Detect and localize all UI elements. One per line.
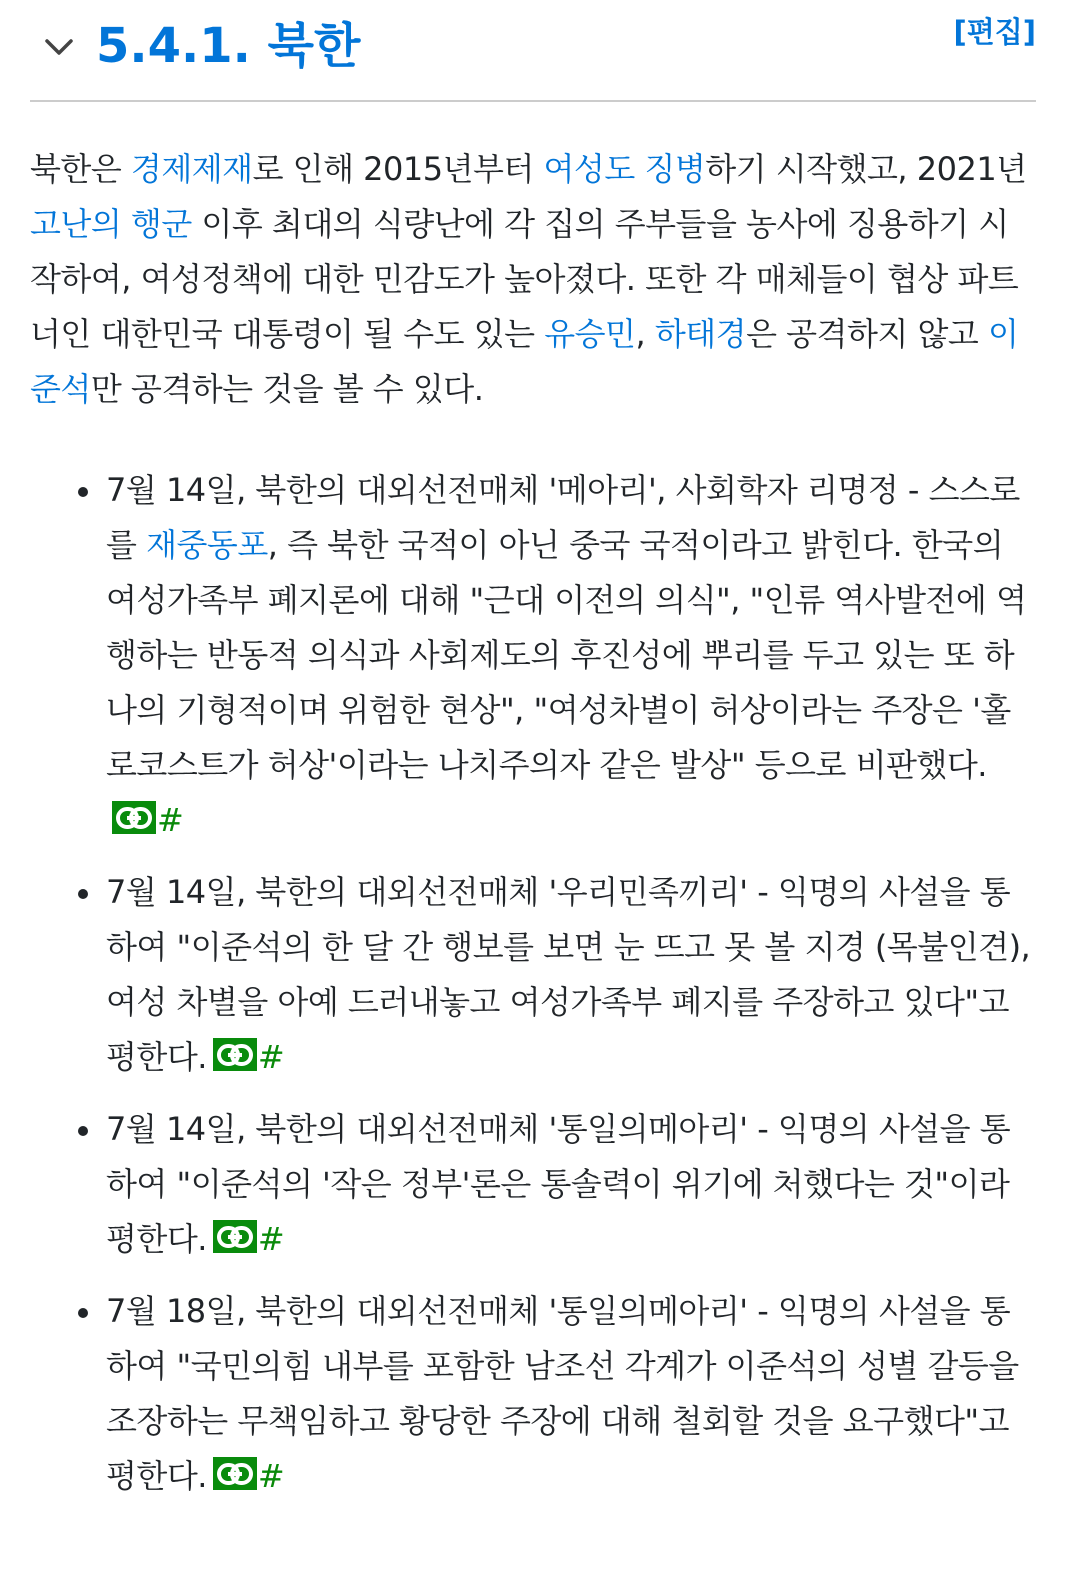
link-arduous-march[interactable]: 고난의 행군 — [30, 205, 192, 243]
list-item — [30, 1102, 1036, 1267]
reference-hash: # — [257, 1220, 285, 1258]
reference-link[interactable] — [207, 1220, 284, 1258]
reference-link[interactable] — [207, 1038, 284, 1076]
section-content — [30, 142, 1036, 1521]
section-header — [30, 0, 1036, 102]
item-text: 7월 18일, 북한의 대외선전매체 '통일의메아리' - 익명의 사설을 통하여 "국민의힘 내부를 포함한 남조선 각계가 이준석의 성별 갈등을 조장하는 무책임하고 황당한 주장에 대해 철회할 것을 요구했다"고 평한다. — [106, 1292, 1019, 1495]
link-economic-sanctions[interactable]: 경제제재 — [130, 150, 253, 188]
link-korean-chinese[interactable]: 재중동포 — [146, 526, 268, 564]
link-lee-jun-seok[interactable]: 이준석 — [30, 315, 1019, 408]
link-icon — [213, 1457, 257, 1490]
reference-hash: # — [257, 1457, 285, 1495]
item-text: 7월 14일, 북한의 대외선전매체 '우리민족끼리' - 익명의 사설을 통하여 "이준석의 한 달 간 행보를 보면 눈 뜨고 못 볼 지경 (목불인견), 여성 차별을 아예 드러내놓고 여성가족부 폐지를 주장하고 있다"고 평한다. — [106, 873, 1031, 1076]
intro-text: , — [635, 315, 655, 353]
intro-text: 하기 시작했고, 2021년 — [705, 150, 1027, 188]
item-text: 7월 14일, 북한의 대외선전매체 '메아리', 사회학자 리명정 - 스스로를 — [106, 471, 1020, 564]
link-female-conscription[interactable]: 여성도 징병 — [543, 150, 706, 188]
reference-link[interactable] — [207, 1457, 284, 1495]
link-yoo-seung-min[interactable]: 유승민 — [544, 315, 636, 353]
list-item — [30, 865, 1036, 1085]
reference-hash: # — [157, 801, 184, 839]
section-title[interactable]: 5.4.1. 북한 — [96, 18, 361, 74]
reference-hash: # — [257, 1038, 285, 1076]
item-text: 7월 14일, 북한의 대외선전매체 '통일의메아리' - 익명의 사설을 통하여 "이준석의 '작은 정부'론은 통솔력이 위기에 처했다는 것"이라 평한다. — [106, 1110, 1011, 1258]
list-item — [30, 463, 1036, 848]
intro-text: 만 공격하는 것을 볼 수 있다. — [90, 370, 484, 408]
link-icon — [213, 1220, 257, 1253]
intro-text: 이후 최대의 식량난에 각 집의 주부들을 농사에 징용하기 시작하여, 여성정책에 대한 민감도가 높아졌다. 또한 각 매체들이 협상 파트너인 대한민국 대통령이 될 수도 있는 — [30, 205, 1019, 353]
list-item — [30, 1284, 1036, 1504]
link-icon — [112, 801, 156, 834]
chevron-down-icon[interactable] — [42, 30, 76, 64]
intro-text: 로 인해 2015년부터 — [252, 150, 544, 188]
reference-link[interactable] — [106, 801, 183, 839]
link-ha-tae-kyung[interactable]: 하태경 — [654, 315, 747, 353]
edit-link[interactable]: [편집] — [953, 15, 1036, 49]
intro-paragraph — [30, 142, 1036, 417]
link-icon — [213, 1038, 257, 1071]
item-text: , 즉 북한 국적이 아닌 중국 국적이라고 밝힌다. 한국의 여성가족부 폐지론에 대해 "근대 이전의 의식", "인류 역사발전에 역행하는 반동적 의식과 사회제도의 후진성에 뿌리를 두고 있는 또 하나의 기형적이며 위험한 현상", "여성차별이 허상이라는 주장은 '홀로코스트가 허상'이라는 나치주의자 같은 발상" 등으로 비판했다. — [106, 526, 1027, 784]
intro-text: 은 공격하지 않고 — [746, 315, 988, 353]
intro-text: 북한은 — [30, 150, 131, 188]
media-list — [30, 463, 1036, 1504]
